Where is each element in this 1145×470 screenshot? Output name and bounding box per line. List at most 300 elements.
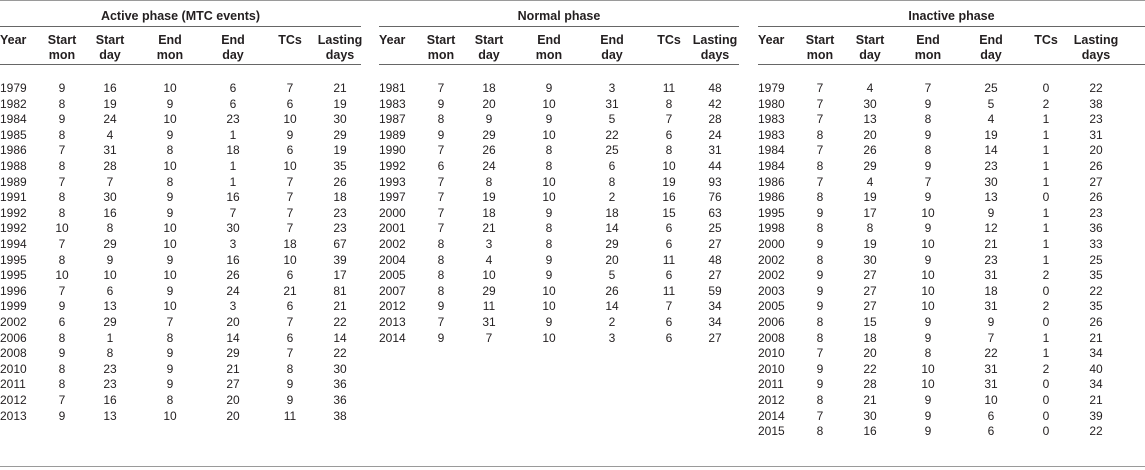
phase-title-rule (379, 26, 739, 27)
cell-tcs: 8 (286, 361, 294, 376)
cell-lasting-days: 44 (708, 159, 722, 173)
cell-end-mon: 8 (545, 237, 553, 251)
cell-end-day: 23 (984, 252, 998, 267)
cell-end-day: 20 (226, 315, 240, 329)
cell-start-day: 27 (863, 268, 877, 283)
cell-end-day: 12 (984, 221, 998, 236)
cell-end-day: 30 (984, 174, 998, 189)
cell-start-day: 9 (106, 252, 114, 267)
cell-year: 2002 (758, 268, 785, 283)
cell-start-mon: 9 (816, 299, 824, 314)
column-header-line: Year (379, 33, 406, 47)
column-header-line: day (99, 48, 121, 62)
cell-start-day: 19 (863, 190, 877, 205)
column-header-start-day (842, 33, 898, 63)
cell-tcs: 2 (1042, 299, 1050, 314)
cell-start-mon: 7 (58, 237, 66, 251)
cell-start-day: 20 (482, 96, 496, 111)
column-header-line: Start (855, 33, 885, 47)
cell-tcs: 0 (1042, 283, 1050, 298)
cell-lasting-days: 36 (1089, 221, 1103, 236)
cell-lasting-days: 22 (1089, 424, 1103, 439)
cell-tcs: 10 (662, 159, 676, 173)
cell-lasting-days: 38 (1089, 96, 1103, 111)
cell-start-mon: 9 (437, 96, 445, 111)
cell-end-day: 5 (608, 112, 616, 127)
cell-end-mon: 10 (163, 159, 177, 173)
cell-start-day: 13 (103, 299, 117, 314)
cell-start-day: 20 (863, 127, 877, 142)
cell-end-mon: 10 (542, 190, 556, 205)
phase-title: Normal phase (517, 9, 601, 23)
cell-year: 2001 (379, 221, 406, 236)
cell-tcs: 1 (1042, 346, 1050, 361)
cell-lasting-days: 48 (708, 252, 722, 267)
cell-start-mon: 7 (437, 221, 445, 236)
cell-start-mon: 7 (58, 143, 66, 158)
cell-start-mon: 7 (816, 96, 824, 111)
cell-end-day: 16 (226, 190, 240, 205)
cell-end-day: 21 (984, 237, 998, 251)
cell-start-day: 30 (863, 96, 877, 111)
cell-lasting-days: 14 (333, 330, 347, 345)
cell-start-day: 16 (863, 424, 877, 439)
cell-end-mon: 9 (545, 112, 553, 127)
cell-start-day: 4 (106, 127, 114, 142)
cell-end-day: 26 (226, 268, 240, 283)
cell-end-day: 21 (226, 361, 240, 376)
cell-start-mon: 8 (58, 127, 66, 142)
cell-start-day: 29 (103, 237, 117, 251)
cell-start-day: 16 (103, 81, 117, 95)
cell-lasting-days: 21 (1089, 393, 1103, 407)
cell-start-day: 15 (863, 315, 877, 329)
cell-lasting-days: 26 (333, 174, 347, 189)
cell-start-mon: 9 (58, 81, 66, 95)
cell-end-mon: 9 (924, 221, 932, 236)
cell-tcs: 9 (286, 393, 294, 407)
cell-end-mon: 9 (545, 252, 553, 267)
cell-start-mon: 7 (437, 81, 445, 95)
cell-end-mon: 9 (924, 393, 932, 407)
cell-start-mon: 9 (816, 237, 824, 251)
cell-end-day: 25 (984, 81, 998, 95)
cell-end-mon: 9 (166, 252, 174, 267)
cell-year: 2008 (0, 346, 27, 361)
cell-tcs: 6 (286, 330, 294, 345)
cell-lasting-days: 42 (708, 96, 722, 111)
cell-year: 2013 (0, 408, 27, 423)
cell-end-day: 29 (605, 237, 619, 251)
cell-lasting-days: 76 (708, 190, 722, 205)
cell-lasting-days: 39 (1089, 408, 1103, 423)
cell-tcs: 1 (1042, 237, 1050, 251)
cell-start-day: 29 (103, 315, 117, 329)
cell-year: 1981 (379, 81, 406, 95)
column-header-line: days (325, 48, 355, 62)
cell-end-day: 14 (605, 299, 619, 314)
cell-year: 2006 (0, 330, 27, 345)
cell-year: 2005 (758, 299, 785, 314)
cell-start-mon: 8 (816, 315, 824, 329)
cell-tcs: 6 (665, 221, 673, 236)
cell-end-mon: 9 (166, 346, 174, 361)
cell-end-mon: 9 (924, 315, 932, 329)
cell-lasting-days: 59 (708, 283, 722, 298)
cell-year: 2002 (0, 315, 27, 329)
cell-end-day: 22 (605, 127, 619, 142)
cell-end-mon: 8 (924, 112, 932, 127)
cell-tcs: 10 (283, 252, 297, 267)
column-header-line: End (221, 33, 245, 47)
column-header-line: mon (48, 48, 76, 62)
cell-end-day: 14 (226, 330, 240, 345)
cell-start-mon: 7 (437, 315, 445, 329)
column-header-tcs (262, 33, 318, 48)
cell-end-mon: 10 (921, 361, 935, 376)
cell-year: 2006 (758, 315, 785, 329)
column-header-line: End (537, 33, 561, 47)
column-header-line: mon (156, 48, 184, 62)
cell-year: 1982 (0, 96, 27, 111)
cell-year: 1986 (758, 174, 785, 189)
cell-lasting-days: 31 (708, 143, 722, 158)
cell-start-mon: 9 (816, 361, 824, 376)
cell-start-mon: 7 (437, 143, 445, 158)
cell-start-mon: 9 (437, 330, 445, 345)
column-header-line: End (600, 33, 624, 47)
cell-start-day: 28 (103, 159, 117, 173)
cell-end-mon: 10 (921, 299, 935, 314)
cell-end-mon: 9 (924, 127, 932, 142)
cell-year: 2014 (758, 408, 785, 423)
cell-end-mon: 9 (924, 159, 932, 173)
column-header-end-day (584, 33, 640, 63)
cell-lasting-days: 40 (1089, 361, 1103, 376)
cell-tcs: 7 (665, 299, 673, 314)
cell-start-day: 28 (863, 377, 877, 392)
cell-tcs: 11 (662, 283, 676, 298)
cell-lasting-days: 22 (1089, 81, 1103, 95)
column-header-line: day (980, 48, 1002, 62)
cell-start-day: 22 (863, 361, 877, 376)
cell-start-day: 31 (103, 143, 117, 158)
cell-start-mon: 6 (437, 159, 445, 173)
cell-year: 1992 (0, 205, 27, 220)
cell-end-mon: 9 (924, 330, 932, 345)
cell-start-day: 19 (103, 96, 117, 111)
cell-year: 1988 (0, 159, 27, 173)
column-header-tcs (1018, 33, 1074, 48)
cell-lasting-days: 22 (1089, 283, 1103, 298)
cell-end-mon: 10 (542, 127, 556, 142)
cell-lasting-days: 33 (1089, 237, 1103, 251)
cell-start-mon: 7 (816, 408, 824, 423)
cell-tcs: 1 (1042, 112, 1050, 127)
cell-start-mon: 9 (816, 283, 824, 298)
column-header-line: TCs (657, 33, 681, 47)
cell-end-mon: 10 (163, 268, 177, 283)
cell-start-mon: 8 (437, 237, 445, 251)
cell-end-mon: 10 (542, 330, 556, 345)
cell-end-mon: 10 (921, 237, 935, 251)
cell-year: 1979 (0, 81, 27, 95)
cell-year: 1983 (379, 96, 406, 111)
cell-start-mon: 10 (55, 221, 69, 236)
column-header-lasting-days (1068, 33, 1124, 63)
cell-end-mon: 10 (921, 268, 935, 283)
cell-start-day: 26 (863, 143, 877, 158)
cell-start-mon: 7 (816, 346, 824, 361)
cell-lasting-days: 30 (333, 361, 347, 376)
cell-start-mon: 7 (816, 143, 824, 158)
cell-tcs: 0 (1042, 377, 1050, 392)
cell-tcs: 2 (1042, 268, 1050, 283)
cell-end-mon: 8 (545, 221, 553, 236)
cell-start-mon: 8 (58, 330, 66, 345)
cell-lasting-days: 36 (333, 393, 347, 407)
cell-tcs: 0 (1042, 408, 1050, 423)
cell-start-mon: 9 (58, 299, 66, 314)
cell-start-day: 8 (106, 346, 114, 361)
cell-end-day: 6 (229, 81, 237, 95)
cell-end-mon: 7 (924, 174, 932, 189)
cell-year: 1996 (0, 283, 27, 298)
cell-lasting-days: 25 (1089, 252, 1103, 267)
cell-start-mon: 7 (816, 81, 824, 95)
cell-start-mon: 8 (816, 393, 824, 407)
column-header-line: Start (426, 33, 456, 47)
cell-year: 1999 (0, 299, 27, 314)
cell-lasting-days: 35 (1089, 268, 1103, 283)
cell-year: 2010 (758, 346, 785, 361)
cell-end-mon: 9 (545, 315, 553, 329)
cell-start-mon: 8 (816, 159, 824, 173)
cell-start-day: 27 (863, 299, 877, 314)
cell-end-day: 3 (608, 81, 616, 95)
cell-start-mon: 7 (437, 190, 445, 205)
cell-end-day: 1 (229, 159, 237, 173)
phase-title: Active phase (MTC events) (100, 9, 261, 23)
cell-start-mon: 7 (437, 205, 445, 220)
cell-end-mon: 10 (542, 299, 556, 314)
cell-start-day: 9 (485, 112, 493, 127)
cell-lasting-days: 35 (333, 159, 347, 173)
cell-lasting-days: 23 (333, 205, 347, 220)
cell-year: 2010 (0, 361, 27, 376)
cell-start-mon: 8 (58, 205, 66, 220)
cell-end-day: 9 (987, 205, 995, 220)
column-header-line: Start (805, 33, 835, 47)
cell-year: 1995 (758, 205, 785, 220)
column-header-line: mon (914, 48, 942, 62)
cell-start-day: 24 (103, 112, 117, 127)
cell-year: 1986 (0, 143, 27, 158)
cell-end-mon: 9 (924, 252, 932, 267)
cell-tcs: 10 (283, 159, 297, 173)
cell-start-mon: 7 (816, 174, 824, 189)
cell-start-day: 18 (482, 205, 496, 220)
cell-year: 2004 (379, 252, 406, 267)
column-header-line: day (478, 48, 500, 62)
cell-end-day: 14 (605, 221, 619, 236)
cell-start-mon: 8 (58, 377, 66, 392)
cell-end-mon: 10 (921, 377, 935, 392)
cell-end-day: 31 (984, 299, 998, 314)
cell-tcs: 15 (662, 205, 676, 220)
cell-end-mon: 8 (924, 346, 932, 361)
cell-year: 1987 (379, 112, 406, 127)
cell-start-mon: 8 (816, 127, 824, 142)
cell-start-mon: 8 (437, 112, 445, 127)
cell-tcs: 0 (1042, 190, 1050, 205)
cell-start-mon: 9 (58, 408, 66, 423)
cell-lasting-days: 25 (708, 221, 722, 236)
cell-lasting-days: 23 (1089, 112, 1103, 127)
cell-start-mon: 8 (58, 361, 66, 376)
cell-year: 1995 (0, 268, 27, 283)
cell-end-day: 10 (984, 393, 998, 407)
cell-end-day: 20 (226, 393, 240, 407)
cell-start-mon: 8 (58, 190, 66, 205)
cell-start-mon: 7 (58, 174, 66, 189)
cell-lasting-days: 34 (708, 299, 722, 314)
cell-year: 2015 (758, 424, 785, 439)
cell-end-day: 24 (226, 283, 240, 298)
cell-tcs: 1 (1042, 127, 1050, 142)
cell-year: 2007 (379, 283, 406, 298)
cell-tcs: 0 (1042, 81, 1050, 95)
cell-year: 1992 (0, 221, 27, 236)
cell-end-day: 19 (984, 127, 998, 142)
cell-year: 1979 (758, 81, 785, 95)
cell-tcs: 6 (286, 143, 294, 158)
cell-end-day: 6 (987, 424, 995, 439)
cell-start-mon: 7 (437, 174, 445, 189)
cell-lasting-days: 22 (333, 315, 347, 329)
cell-end-mon: 10 (163, 112, 177, 127)
cell-end-day: 3 (229, 237, 237, 251)
column-header-line: Lasting (1073, 33, 1119, 47)
cell-end-day: 3 (229, 299, 237, 314)
cell-start-day: 20 (863, 346, 877, 361)
cell-start-mon: 7 (58, 283, 66, 298)
table-bottom-rule (0, 466, 1145, 467)
cell-lasting-days: 38 (333, 408, 347, 423)
cell-start-day: 26 (482, 143, 496, 158)
cell-year: 2011 (0, 377, 26, 392)
cell-start-day: 13 (103, 408, 117, 423)
cell-lasting-days: 23 (333, 221, 347, 236)
cell-end-mon: 10 (163, 237, 177, 251)
cell-tcs: 11 (662, 81, 676, 95)
cell-end-day: 31 (984, 377, 998, 392)
cell-start-mon: 9 (816, 377, 824, 392)
cell-start-mon: 8 (816, 424, 824, 439)
cell-year: 2008 (758, 330, 785, 345)
cell-end-day: 3 (608, 330, 616, 345)
cell-end-mon: 7 (166, 315, 174, 329)
cell-end-mon: 10 (163, 81, 177, 95)
cell-end-mon: 9 (166, 190, 174, 205)
cell-lasting-days: 21 (333, 81, 347, 95)
cell-end-mon: 10 (542, 283, 556, 298)
cell-year: 1984 (758, 159, 785, 173)
cell-start-day: 4 (485, 252, 493, 267)
column-header-line: days (700, 48, 730, 62)
cell-year: 1986 (758, 190, 785, 205)
cell-end-mon: 10 (163, 299, 177, 314)
cell-start-day: 17 (863, 205, 877, 220)
cell-start-day: 19 (482, 190, 496, 205)
cell-start-day: 8 (485, 174, 493, 189)
cell-lasting-days: 26 (1089, 315, 1103, 329)
cell-tcs: 7 (286, 81, 294, 95)
cell-year: 1984 (0, 112, 27, 127)
cell-year: 2014 (379, 330, 406, 345)
column-header-line: Start (95, 33, 125, 47)
table-top-rule (0, 0, 1145, 1)
cell-year: 1994 (0, 237, 27, 251)
cell-end-day: 16 (226, 252, 240, 267)
cell-lasting-days: 31 (1089, 127, 1103, 142)
cell-start-day: 18 (863, 330, 877, 345)
cell-end-mon: 9 (924, 424, 932, 439)
cell-year: 1983 (758, 127, 785, 142)
cell-year: 1989 (379, 127, 406, 142)
column-header-line: End (979, 33, 1003, 47)
column-header-line: Lasting (317, 33, 363, 47)
column-header-line: Year (0, 33, 27, 47)
cell-lasting-days: 29 (333, 127, 347, 142)
phase-title: Inactive phase (908, 9, 995, 23)
cell-year: 2011 (758, 377, 784, 392)
cell-tcs: 1 (1042, 252, 1050, 267)
cell-tcs: 8 (665, 143, 673, 158)
cell-start-mon: 9 (437, 299, 445, 314)
column-header-line: mon (535, 48, 563, 62)
cell-tcs: 2 (1042, 361, 1050, 376)
cell-end-mon: 9 (166, 127, 174, 142)
cell-start-mon: 8 (58, 252, 66, 267)
cell-end-day: 1 (229, 127, 237, 142)
cell-end-day: 6 (987, 408, 995, 423)
cell-year: 1995 (0, 252, 27, 267)
cell-lasting-days: 27 (708, 237, 722, 251)
cell-year: 2010 (758, 361, 785, 376)
column-header-start-mon (792, 33, 848, 63)
cell-tcs: 6 (286, 96, 294, 111)
cell-start-day: 16 (103, 205, 117, 220)
cell-end-mon: 8 (545, 143, 553, 158)
cell-start-day: 13 (863, 112, 877, 127)
cell-end-day: 20 (605, 252, 619, 267)
cell-tcs: 0 (1042, 315, 1050, 329)
cell-tcs: 1 (1042, 205, 1050, 220)
header-rule (0, 64, 361, 65)
cell-lasting-days: 34 (1089, 377, 1103, 392)
cell-tcs: 6 (286, 299, 294, 314)
cell-end-day: 31 (984, 268, 998, 283)
cell-end-day: 9 (987, 315, 995, 329)
cell-lasting-days: 21 (1089, 330, 1103, 345)
cell-end-day: 5 (608, 268, 616, 283)
cell-start-mon: 8 (58, 96, 66, 111)
cell-start-mon: 7 (58, 393, 66, 407)
cell-lasting-days: 21 (333, 299, 347, 314)
column-header-line: Start (474, 33, 504, 47)
cell-end-mon: 10 (921, 283, 935, 298)
